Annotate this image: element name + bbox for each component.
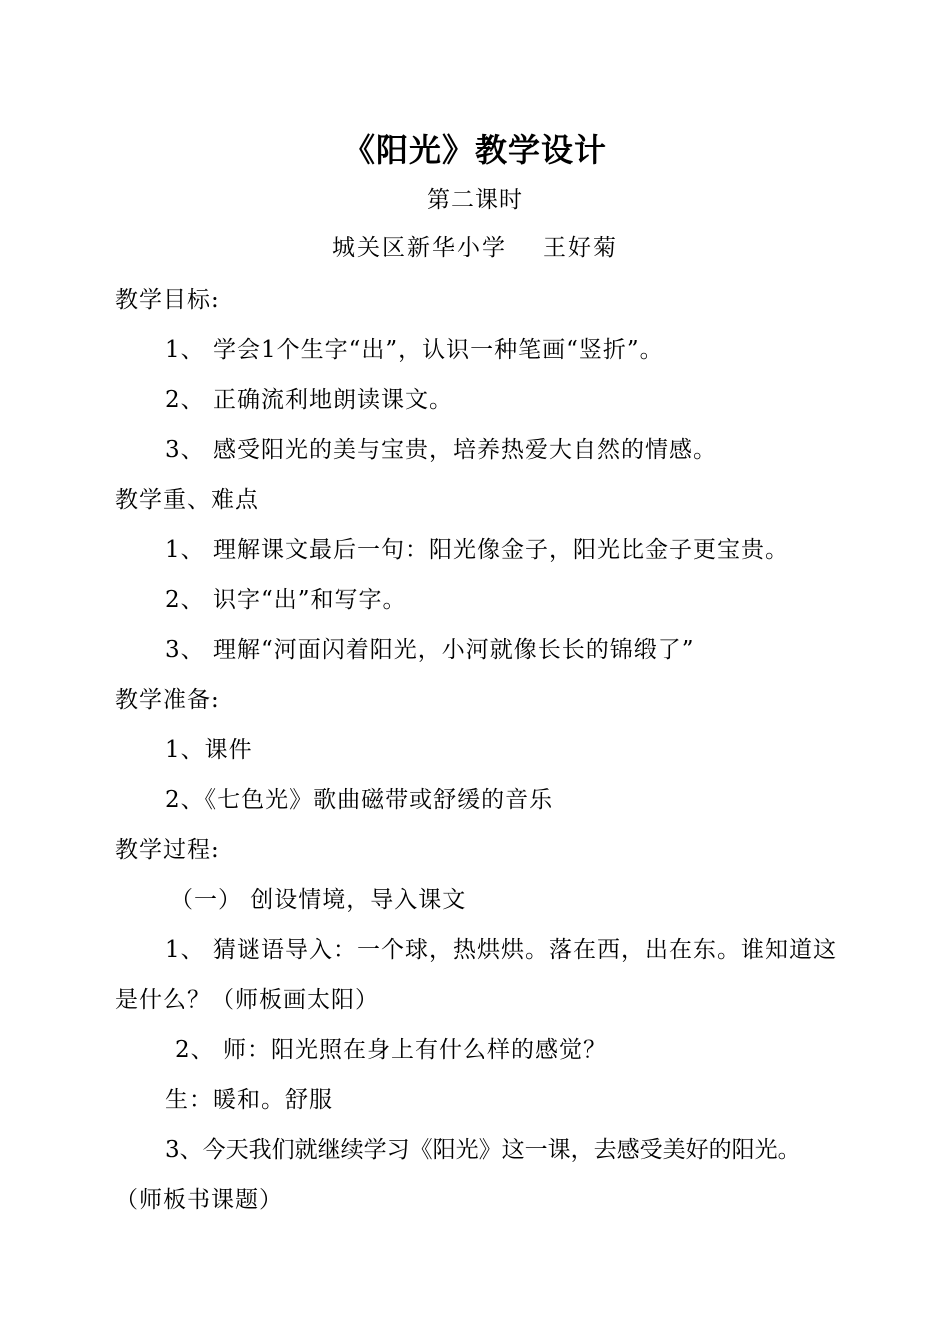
- key-point-item: 3、 理解“河面闪着阳光，小河就像长长的锦缎了”: [165, 637, 695, 663]
- objectives-heading: 教学目标:: [115, 287, 220, 313]
- student-response: 生：暖和。舒服: [165, 1087, 333, 1113]
- process-step-continued: （师板书课题）: [115, 1187, 283, 1213]
- objective-item: 3、 感受阳光的美与宝贵，培养热爱大自然的情感。: [165, 437, 717, 463]
- preparation-item: 1、课件: [165, 737, 253, 763]
- process-step: 3、今天我们就继续学习《阳光》这一课，去感受美好的阳光。: [165, 1137, 801, 1163]
- process-step: 1、 猜谜语导入：一个球，热烘烘。落在西，出在东。谁知道这: [165, 937, 837, 963]
- teacher-name: 王好菊: [543, 235, 618, 261]
- key-point-item: 2、 识字“出”和写字。: [165, 587, 407, 613]
- process-heading: 教学过程:: [115, 837, 220, 863]
- lesson-period: 第二课时: [427, 187, 523, 213]
- school-name: 城关区新华小学: [332, 235, 507, 261]
- key-point-item: 1、 理解课文最后一句：阳光像金子，阳光比金子更宝贵。: [165, 537, 789, 563]
- process-step-continued: 是什么？（师板画太阳）: [115, 987, 379, 1013]
- preparation-heading: 教学准备:: [115, 687, 220, 713]
- preparation-item: 2、《七色光》歌曲磁带或舒缓的音乐: [165, 787, 554, 813]
- objective-item: 2、 正确流利地朗读课文。: [165, 387, 453, 413]
- process-step: 2、 师：阳光照在身上有什么样的感觉？: [175, 1037, 607, 1063]
- author-line: [0, 233, 950, 263]
- objective-item: 1、 学会1个生字“出”，认识一种笔画“竖折”。: [165, 337, 664, 363]
- document-title: 《阳光》教学设计: [342, 131, 607, 169]
- key-points-heading: 教学重、难点: [115, 487, 259, 513]
- process-section-heading: （一） 创设情境，导入课文: [170, 887, 467, 913]
